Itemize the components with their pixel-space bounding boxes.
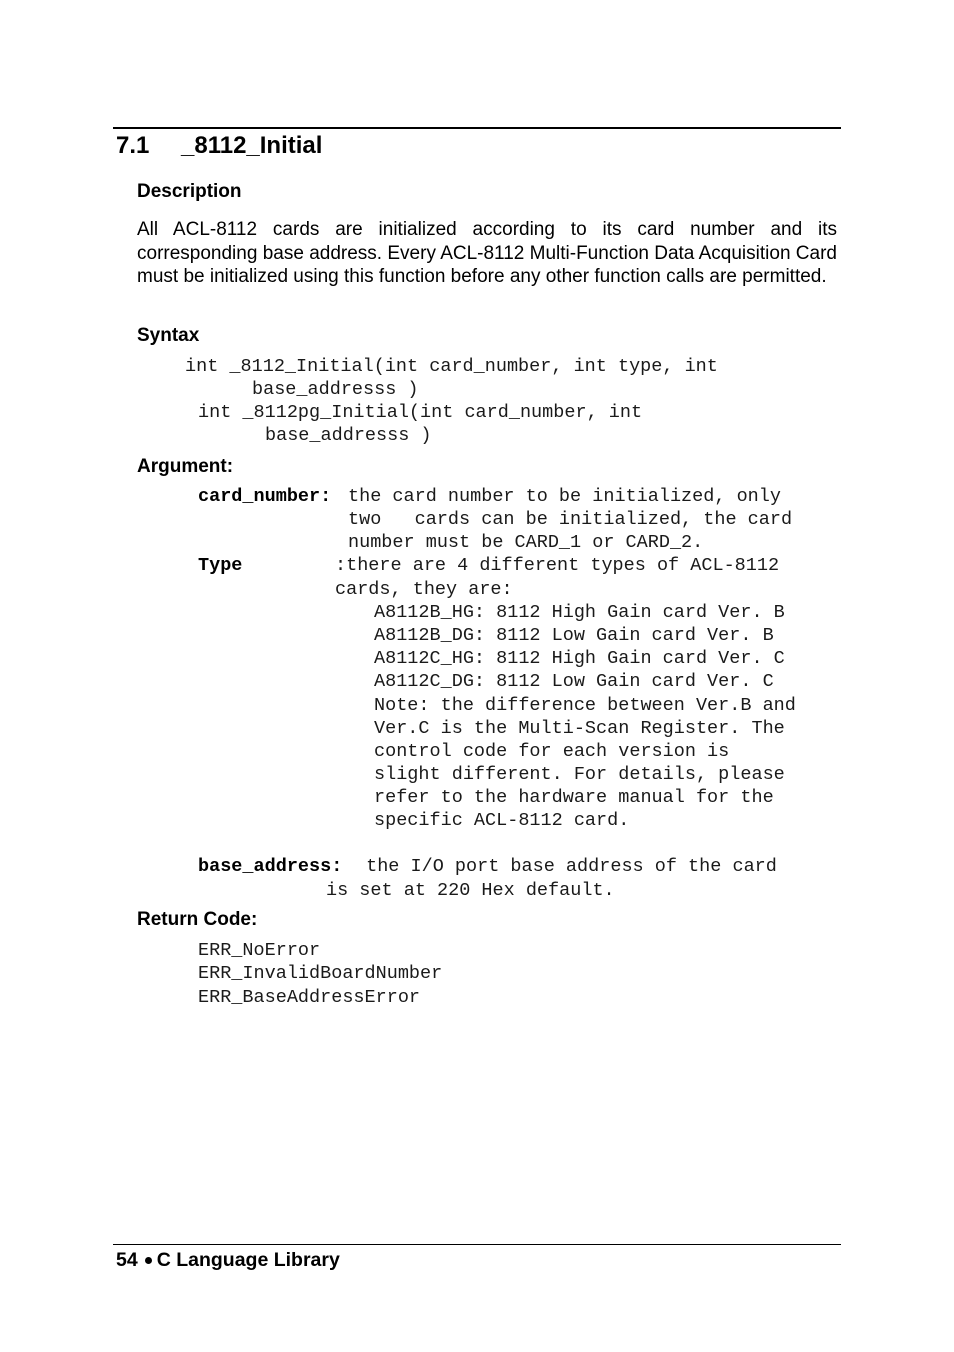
arg-type-line-1: :there are 4 different types of ACL-8112	[335, 555, 780, 576]
arg-base-address-name: base_address:	[198, 856, 343, 877]
arg-card-number-line-3: number must be CARD_1 or CARD_2.	[348, 532, 704, 553]
return-code-item: ERR_NoError	[198, 940, 321, 961]
type-detail-line: Ver.C is the Multi-Scan Register. The	[374, 718, 785, 739]
type-detail-line: slight different. For details, please	[374, 764, 785, 785]
type-detail-line: refer to the hardware manual for the	[374, 787, 774, 808]
syntax-line-3: int _8112pg_Initial(int card_number, int	[198, 402, 643, 423]
arg-card-number-line-1: the card number to be initialized, only	[348, 486, 781, 507]
type-detail-line: A8112C_DG: 8112 Low Gain card Ver. C	[374, 671, 774, 692]
syntax-line-4: base_addresss )	[265, 425, 432, 446]
type-detail-line: control code for each version is	[374, 741, 730, 762]
arg-base-address-line-2: is set at 220 Hex default.	[326, 880, 615, 901]
description-text: All ACL-8112 cards are initialized according to its card number and its corresponding base address. Every ACL-8112 Multi-Function Data Acquisition Card must be initialized using this function before any other function calls are permitted.	[137, 219, 837, 287]
type-detail-line: specific ACL-8112 card.	[374, 810, 630, 831]
type-detail-line: Note: the difference between Ver.B and	[374, 695, 796, 716]
type-detail-line: A8112C_HG: 8112 High Gain card Ver. C	[374, 648, 785, 669]
section-title: _8112_Initial	[181, 132, 323, 159]
section-number: 7.1	[116, 132, 150, 159]
arg-card-number-line-2: two cards can be initialized, the card	[348, 509, 793, 530]
return-code-item: ERR_InvalidBoardNumber	[198, 963, 443, 984]
arg-card-number-name: card_number:	[198, 486, 332, 507]
header-rule	[113, 127, 841, 129]
argument-heading: Argument:	[137, 456, 234, 477]
syntax-heading: Syntax	[137, 325, 200, 346]
description-heading: Description	[137, 181, 242, 202]
type-detail-line: A8112B_DG: 8112 Low Gain card Ver. B	[374, 625, 774, 646]
footer	[116, 1249, 340, 1272]
arg-type-line-2: cards, they are:	[335, 579, 513, 600]
page-number: 54	[116, 1249, 138, 1271]
syntax-line-2: base_addresss )	[252, 379, 419, 400]
footer-title: C Language Library	[156, 1249, 340, 1271]
type-detail-line: A8112B_HG: 8112 High Gain card Ver. B	[374, 602, 785, 623]
return-code-heading: Return Code:	[137, 909, 258, 930]
arg-base-address-line-1: the I/O port base address of the card	[355, 856, 777, 877]
syntax-line-1: int _8112_Initial(int card_number, int type, int	[185, 356, 718, 377]
footer-rule	[113, 1244, 841, 1245]
bullet-icon	[145, 1257, 152, 1264]
arg-type-name: Type	[198, 555, 243, 576]
return-code-item: ERR_BaseAddressError	[198, 987, 421, 1008]
